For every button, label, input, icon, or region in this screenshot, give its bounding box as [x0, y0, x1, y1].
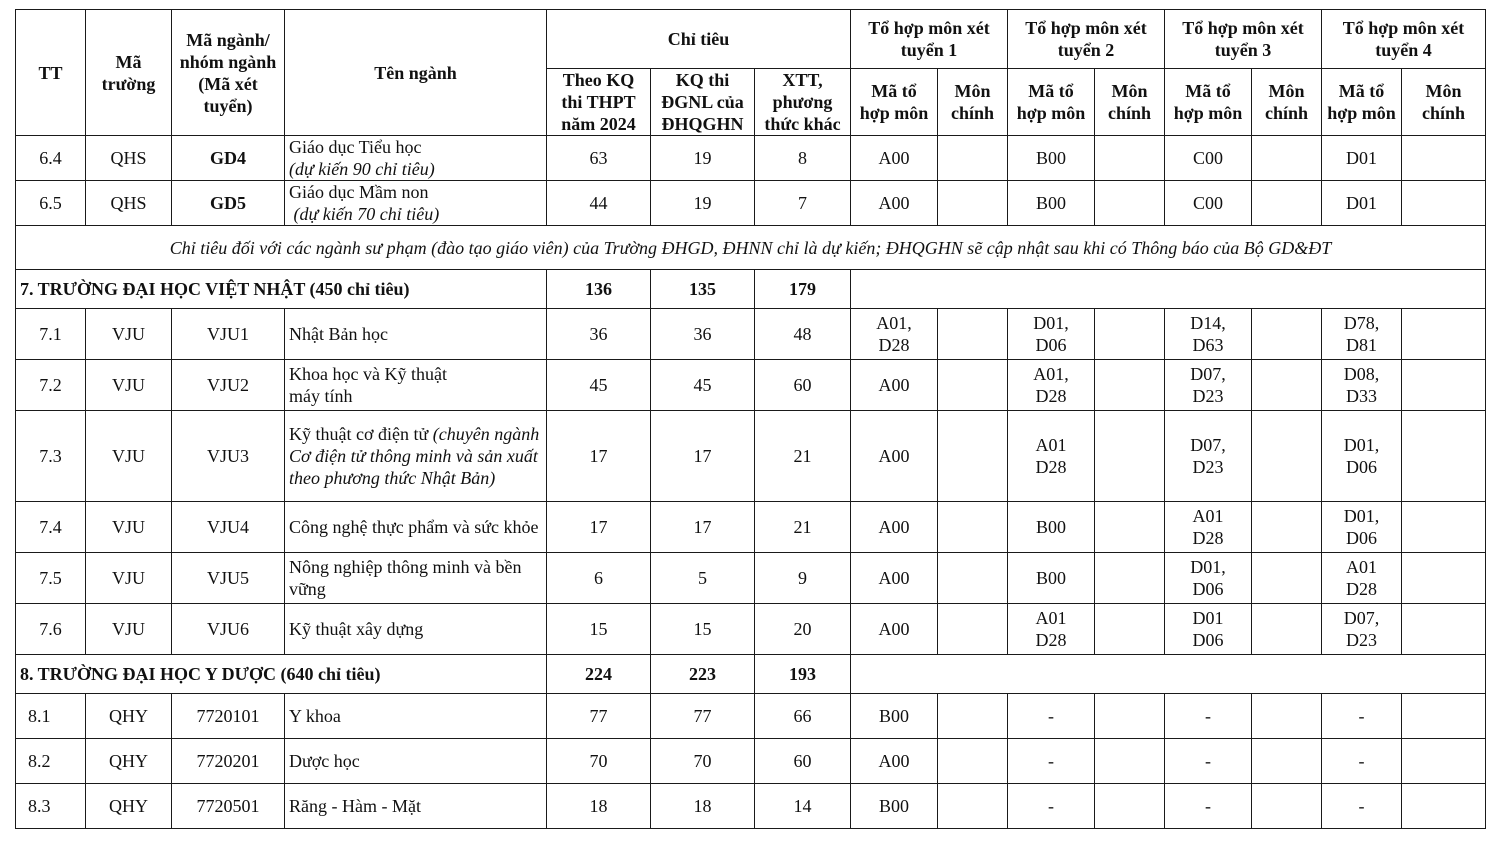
combo-line: D14,: [1190, 313, 1226, 333]
cell-dgnl: 70: [651, 739, 755, 784]
cell-combo-2: [1008, 604, 1095, 655]
cell-main-1: [938, 739, 1008, 784]
cell-dgnl: 5: [651, 553, 755, 604]
cell-xtt: 9: [755, 553, 851, 604]
cell-combo-2: [1008, 309, 1095, 360]
cell-combo-4: [1322, 309, 1402, 360]
header-main-subject: Môn chính: [1252, 69, 1322, 136]
combo-line: D06: [1192, 579, 1224, 599]
cell-main-2: [1095, 784, 1165, 829]
cell-combo-1: A00: [851, 411, 938, 502]
cell-xtt: 60: [755, 360, 851, 411]
cell-thpt: 17: [547, 502, 651, 553]
cell-tt: 8.1: [16, 694, 86, 739]
cell-xtt: 21: [755, 502, 851, 553]
cell-main-3: [1252, 502, 1322, 553]
cell-main-1: [938, 784, 1008, 829]
cell-combo-2: B00: [1008, 553, 1095, 604]
combo-line: D06: [1192, 630, 1224, 650]
cell-thpt: 44: [547, 181, 651, 226]
cell-school: QHS: [86, 181, 172, 226]
section-row: [16, 655, 1486, 694]
cell-tt: 6.5: [16, 181, 86, 226]
cell-main-3: [1252, 136, 1322, 181]
cell-main-2: [1095, 604, 1165, 655]
cell-combo-3: -: [1165, 739, 1252, 784]
cell-main-1: [938, 136, 1008, 181]
cell-tt: 7.2: [16, 360, 86, 411]
combo-line: D63: [1192, 335, 1224, 355]
cell-combo-3: [1165, 604, 1252, 655]
table-row: [16, 411, 1486, 502]
cell-main-4: [1402, 136, 1486, 181]
section-title: 8. TRƯỜNG ĐẠI HỌC Y DƯỢC (640 chỉ tiêu): [16, 655, 547, 694]
cell-combo-1: A00: [851, 553, 938, 604]
combo-line: D01,: [1343, 435, 1380, 455]
cell-tt: 8.3: [16, 784, 86, 829]
combo-line: D08,: [1343, 364, 1380, 384]
cell-main-4: [1402, 739, 1486, 784]
cell-dgnl: 19: [651, 181, 755, 226]
combo-line: D23: [1192, 457, 1224, 477]
section-dgnl: 223: [651, 655, 755, 694]
section-xtt: 179: [755, 270, 851, 309]
table-row: [16, 360, 1486, 411]
cell-main-3: [1252, 553, 1322, 604]
cell-combo-2: B00: [1008, 136, 1095, 181]
cell-dgnl: 17: [651, 411, 755, 502]
combo-line: D28: [1035, 457, 1067, 477]
table-row: [16, 553, 1486, 604]
major-name: Kỹ thuật cơ điện tử: [289, 424, 429, 444]
header-combo-2: Tổ hợp môn xét tuyển 2: [1008, 10, 1165, 69]
cell-thpt: 36: [547, 309, 651, 360]
combo-line: D81: [1346, 335, 1378, 355]
cell-main-3: [1252, 694, 1322, 739]
cell-main-2: [1095, 694, 1165, 739]
section-empty: [851, 655, 1486, 694]
combo-line: A01,: [876, 313, 912, 333]
cell-name: Kỹ thuật xây dựng: [285, 604, 547, 655]
cell-code: VJU5: [172, 553, 285, 604]
cell-name: [285, 360, 547, 411]
cell-combo-4: [1322, 604, 1402, 655]
cell-tt: 7.4: [16, 502, 86, 553]
cell-main-1: [938, 604, 1008, 655]
header-combo-code: Mã tổ hợp môn: [851, 69, 938, 136]
cell-name: Nhật Bản học: [285, 309, 547, 360]
cell-code: 7720501: [172, 784, 285, 829]
cell-combo-4: [1322, 502, 1402, 553]
cell-main-4: [1402, 411, 1486, 502]
combo-line: A01: [1192, 506, 1224, 526]
cell-tt: 7.1: [16, 309, 86, 360]
cell-combo-2: -: [1008, 739, 1095, 784]
cell-combo-3: C00: [1165, 136, 1252, 181]
header-quota-xtt: XTT, phương thức khác: [755, 69, 851, 136]
header-combo-code: Mã tổ hợp môn: [1322, 69, 1402, 136]
header-school-code: Mã trường: [86, 10, 172, 136]
section-xtt: 193: [755, 655, 851, 694]
cell-dgnl: 45: [651, 360, 755, 411]
table-row: [16, 181, 1486, 226]
section-title: 7. TRƯỜNG ĐẠI HỌC VIỆT NHẬT (450 chỉ tiêu): [16, 270, 547, 309]
cell-main-2: [1095, 553, 1165, 604]
cell-combo-2: -: [1008, 784, 1095, 829]
cell-tt: 6.4: [16, 136, 86, 181]
cell-tt: 8.2: [16, 739, 86, 784]
cell-xtt: 60: [755, 739, 851, 784]
combo-line: A01: [1035, 435, 1067, 455]
cell-main-1: [938, 411, 1008, 502]
cell-main-2: [1095, 309, 1165, 360]
cell-xtt: 21: [755, 411, 851, 502]
cell-thpt: 18: [547, 784, 651, 829]
table-row: [16, 502, 1486, 553]
combo-line: D06: [1346, 528, 1378, 548]
combo-line: D07,: [1190, 364, 1226, 384]
cell-code: VJU3: [172, 411, 285, 502]
cell-main-3: [1252, 360, 1322, 411]
header-row-1: [16, 10, 1486, 69]
combo-line: D07,: [1343, 608, 1380, 628]
cell-main-4: [1402, 360, 1486, 411]
major-name: Giáo dục Mầm non: [289, 182, 429, 202]
cell-school: VJU: [86, 553, 172, 604]
combo-line: D23: [1346, 630, 1378, 650]
cell-thpt: 70: [547, 739, 651, 784]
header-main-subject: Môn chính: [1402, 69, 1486, 136]
cell-tt: 7.6: [16, 604, 86, 655]
cell-dgnl: 18: [651, 784, 755, 829]
combo-line: D06: [1346, 457, 1378, 477]
cell-combo-3: C00: [1165, 181, 1252, 226]
cell-main-3: [1252, 604, 1322, 655]
section-thpt: 224: [547, 655, 651, 694]
cell-combo-3: -: [1165, 784, 1252, 829]
cell-combo-3: [1165, 360, 1252, 411]
section-empty: [851, 270, 1486, 309]
cell-school: VJU: [86, 360, 172, 411]
combo-line: D28: [1192, 528, 1224, 548]
cell-school: VJU: [86, 502, 172, 553]
combo-line: D06: [1035, 335, 1067, 355]
cell-code: 7720201: [172, 739, 285, 784]
cell-dgnl: 15: [651, 604, 755, 655]
cell-combo-1: [851, 309, 938, 360]
cell-combo-4: -: [1322, 739, 1402, 784]
cell-combo-1: A00: [851, 502, 938, 553]
cell-combo-2: [1008, 360, 1095, 411]
cell-main-1: [938, 360, 1008, 411]
cell-combo-1: A00: [851, 136, 938, 181]
header-combo-code: Mã tổ hợp môn: [1008, 69, 1095, 136]
header-combo-3: Tổ hợp môn xét tuyển 3: [1165, 10, 1322, 69]
cell-xtt: 66: [755, 694, 851, 739]
section-row: [16, 270, 1486, 309]
cell-combo-1: B00: [851, 784, 938, 829]
cell-main-4: [1402, 553, 1486, 604]
cell-xtt: 8: [755, 136, 851, 181]
cell-combo-3: [1165, 502, 1252, 553]
cell-main-3: [1252, 739, 1322, 784]
cell-school: QHY: [86, 739, 172, 784]
section-dgnl: 135: [651, 270, 755, 309]
cell-xtt: 7: [755, 181, 851, 226]
cell-combo-1: A00: [851, 360, 938, 411]
cell-combo-1: A00: [851, 604, 938, 655]
cell-code: VJU2: [172, 360, 285, 411]
cell-combo-3: [1165, 411, 1252, 502]
combo-line: D78,: [1343, 313, 1380, 333]
combo-line: A01: [1035, 608, 1067, 628]
cell-main-2: [1095, 739, 1165, 784]
cell-main-1: [938, 694, 1008, 739]
cell-main-3: [1252, 784, 1322, 829]
cell-combo-4: D01: [1322, 136, 1402, 181]
cell-school: QHY: [86, 784, 172, 829]
cell-combo-4: [1322, 411, 1402, 502]
cell-tt: 7.5: [16, 553, 86, 604]
cell-combo-2: -: [1008, 694, 1095, 739]
combo-line: D01,: [1190, 557, 1226, 577]
cell-school: QHS: [86, 136, 172, 181]
cell-combo-3: -: [1165, 694, 1252, 739]
combo-line: D01: [1192, 608, 1224, 628]
cell-dgnl: 36: [651, 309, 755, 360]
cell-xtt: 20: [755, 604, 851, 655]
cell-dgnl: 17: [651, 502, 755, 553]
cell-code: VJU6: [172, 604, 285, 655]
cell-name: [285, 411, 547, 502]
cell-main-3: [1252, 181, 1322, 226]
cell-xtt: 14: [755, 784, 851, 829]
quota-note: Chỉ tiêu đối với các ngành sư phạm (đào tạo giáo viên) của Trường ĐHGD, ĐHNN chỉ là dự kiến; ĐHQGHN sẽ cập nhật sau khi có Thông báo của Bộ GD&ĐT: [16, 226, 1486, 270]
cell-school: VJU: [86, 411, 172, 502]
cell-dgnl: 19: [651, 136, 755, 181]
table-row: [16, 739, 1486, 784]
cell-name: Nông nghiệp thông minh và bền vững: [285, 553, 547, 604]
table-row: [16, 309, 1486, 360]
combo-line: D01,: [1033, 313, 1069, 333]
cell-combo-4: [1322, 360, 1402, 411]
cell-code: GD5: [172, 181, 285, 226]
combo-line: D01,: [1343, 506, 1380, 526]
cell-main-3: [1252, 309, 1322, 360]
cell-main-3: [1252, 411, 1322, 502]
major-name: Khoa học và Kỹ thuật: [289, 364, 447, 384]
cell-name: Dược học: [285, 739, 547, 784]
cell-name: Răng - Hàm - Mặt: [285, 784, 547, 829]
cell-main-2: [1095, 136, 1165, 181]
cell-main-4: [1402, 502, 1486, 553]
header-combo-1: Tổ hợp môn xét tuyển 1: [851, 10, 1008, 69]
cell-combo-2: B00: [1008, 502, 1095, 553]
cell-code: 7720101: [172, 694, 285, 739]
major-note: (dự kiến 90 chỉ tiêu): [289, 159, 435, 179]
combo-line: D28: [1346, 579, 1378, 599]
cell-thpt: 17: [547, 411, 651, 502]
cell-combo-2: B00: [1008, 181, 1095, 226]
cell-name: [285, 136, 547, 181]
cell-combo-4: D01: [1322, 181, 1402, 226]
table-row: [16, 136, 1486, 181]
cell-combo-1: A00: [851, 739, 938, 784]
cell-main-4: [1402, 694, 1486, 739]
header-combo-4: Tổ hợp môn xét tuyển 4: [1322, 10, 1486, 69]
cell-main-1: [938, 309, 1008, 360]
cell-thpt: 45: [547, 360, 651, 411]
admission-quota-table: [15, 9, 1486, 829]
header-main-subject: Môn chính: [1095, 69, 1165, 136]
combo-line: A01: [1346, 557, 1378, 577]
cell-xtt: 48: [755, 309, 851, 360]
cell-combo-3: [1165, 309, 1252, 360]
header-quota: Chỉ tiêu: [547, 10, 851, 69]
cell-school: VJU: [86, 309, 172, 360]
combo-line: A01,: [1033, 364, 1069, 384]
table-row: [16, 604, 1486, 655]
header-main-subject: Môn chính: [938, 69, 1008, 136]
header-major-name: Tên ngành: [285, 10, 547, 136]
cell-main-2: [1095, 181, 1165, 226]
cell-school: QHY: [86, 694, 172, 739]
cell-main-2: [1095, 360, 1165, 411]
section-thpt: 136: [547, 270, 651, 309]
cell-combo-1: A00: [851, 181, 938, 226]
cell-combo-2: [1008, 411, 1095, 502]
combo-line: D28: [1035, 386, 1067, 406]
note-row: [16, 226, 1486, 270]
cell-main-1: [938, 181, 1008, 226]
major-note: (chuyên ngành Cơ điện tử thông minh và sản xuất theo phương thức Nhật Bản): [289, 424, 540, 488]
cell-main-4: [1402, 181, 1486, 226]
cell-main-2: [1095, 502, 1165, 553]
header-combo-code: Mã tổ hợp môn: [1165, 69, 1252, 136]
cell-tt: 7.3: [16, 411, 86, 502]
combo-line: D23: [1192, 386, 1224, 406]
cell-main-1: [938, 502, 1008, 553]
cell-name: Công nghệ thực phẩm và sức khỏe: [285, 502, 547, 553]
cell-name: Y khoa: [285, 694, 547, 739]
cell-main-4: [1402, 309, 1486, 360]
cell-dgnl: 77: [651, 694, 755, 739]
cell-main-2: [1095, 411, 1165, 502]
cell-thpt: 6: [547, 553, 651, 604]
header-quota-thpt: Theo KQ thi THPT năm 2024: [547, 69, 651, 136]
table-row: [16, 694, 1486, 739]
cell-combo-4: [1322, 553, 1402, 604]
major-name: Giáo dục Tiểu học: [289, 137, 422, 157]
header-major-code: Mã ngành/ nhóm ngành (Mã xét tuyển): [172, 10, 285, 136]
cell-code: VJU1: [172, 309, 285, 360]
cell-code: VJU4: [172, 502, 285, 553]
combo-line: D28: [878, 335, 910, 355]
cell-combo-1: B00: [851, 694, 938, 739]
major-name: máy tính: [289, 386, 353, 406]
cell-main-4: [1402, 784, 1486, 829]
cell-combo-4: -: [1322, 784, 1402, 829]
combo-line: D07,: [1190, 435, 1226, 455]
cell-code: GD4: [172, 136, 285, 181]
combo-line: D28: [1035, 630, 1067, 650]
combo-line: D33: [1346, 386, 1378, 406]
cell-main-4: [1402, 604, 1486, 655]
cell-thpt: 63: [547, 136, 651, 181]
cell-thpt: 15: [547, 604, 651, 655]
header-tt: TT: [16, 10, 86, 136]
cell-thpt: 77: [547, 694, 651, 739]
cell-combo-3: [1165, 553, 1252, 604]
cell-main-1: [938, 553, 1008, 604]
header-quota-dgnl: KQ thi ĐGNL của ĐHQGHN: [651, 69, 755, 136]
cell-combo-4: -: [1322, 694, 1402, 739]
table-row: [16, 784, 1486, 829]
cell-name: [285, 181, 547, 226]
cell-school: VJU: [86, 604, 172, 655]
major-note: (dự kiến 70 chỉ tiêu): [293, 204, 440, 224]
